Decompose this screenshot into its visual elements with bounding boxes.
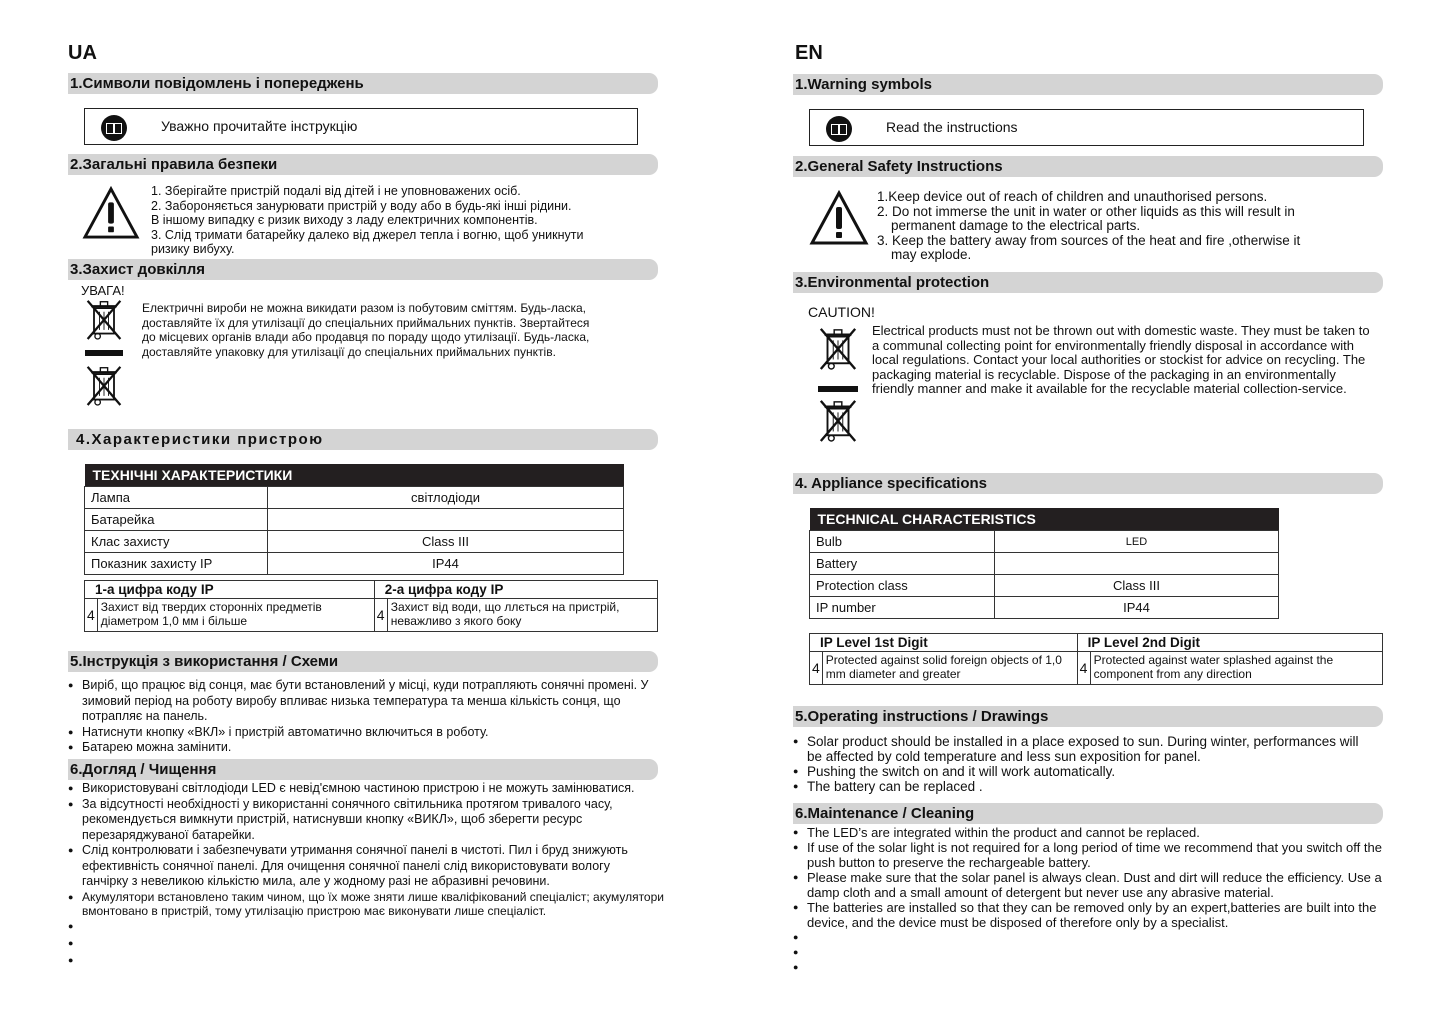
- spec-value: Class III: [995, 575, 1279, 597]
- spec-header: TECHNICAL CHARACTERISTICS: [810, 508, 1279, 531]
- read-instructions-text: Read the instructions: [886, 119, 1018, 135]
- text-line: local regulations. Contact your local authorities or stockist for advice on recycling. The: [872, 352, 1366, 367]
- ip-table: [84, 580, 658, 632]
- weee-bin-icon: [817, 324, 859, 372]
- text-line: packaging material is recyclable. Dispose of the packaging in an environmentally: [872, 366, 1336, 382]
- spec-label: IP number: [810, 597, 995, 619]
- read-instructions-box: [84, 108, 638, 145]
- spec-value: світлодіоди: [268, 487, 624, 509]
- list-item: 2. Забороняється занурювати пристрій у воду або в будь-які інші рідини.: [151, 198, 572, 213]
- list-item: ● Please make sure that the solar panel is always clean. Dust and dirt will reduce the efficiency. Use a damp cloth and a small amount of detergent but never use any abrasive material.: [793, 870, 1391, 900]
- table-row: [810, 575, 1279, 597]
- section-title: 1.Warning symbols: [793, 74, 1383, 95]
- spec-label: Лампа: [85, 487, 268, 509]
- read-instructions-box: [809, 109, 1364, 146]
- environment-text: [872, 324, 1392, 397]
- spec-label: Battery: [810, 553, 995, 575]
- table-row: [810, 597, 1279, 619]
- safety-list: [877, 190, 1337, 263]
- section-title: 4. Appliance specifications: [793, 473, 1383, 494]
- list-item: ● The LED’s are integrated within the product and cannot be replaced.: [793, 825, 1391, 840]
- list-item: [68, 919, 638, 936]
- ip-description: Protected against solid foreign objects of 1,0 mm diameter and greater: [822, 652, 1077, 685]
- list-item: ● The battery can be replaced .: [793, 779, 1368, 794]
- weee-bar: [85, 350, 123, 356]
- list-item: ● Батарею можна замінити.: [68, 740, 668, 756]
- table-row: [85, 531, 624, 553]
- table-row: [85, 487, 624, 509]
- ip-description: Захист від твердих сторонніх предметів діаметром 1,0 мм і більше: [97, 599, 374, 632]
- caution-label: CAUTION!: [808, 304, 875, 320]
- list-item: ризику вибуху.: [151, 242, 235, 256]
- spec-table: [809, 508, 1279, 619]
- section-title: 2.General Safety Instructions: [793, 156, 1383, 177]
- weee-packaging-icon: [817, 396, 859, 444]
- spec-label: Клас захисту: [85, 531, 268, 553]
- spec-value: [995, 553, 1279, 575]
- warning-icon: [809, 190, 869, 246]
- ip-digit: 4: [1077, 652, 1090, 685]
- list-item: may explode.: [891, 247, 972, 262]
- section-title: 2.Загальні правила безпеки: [68, 154, 658, 175]
- list-item: 3. Keep the battery away from sources of the heat and fire ,otherwise it: [877, 232, 1301, 248]
- table-row: [810, 553, 1279, 575]
- spec-label: Показник захисту IP: [85, 553, 268, 575]
- operating-list: [68, 678, 668, 756]
- list-item: 3. Слід тримати батарейку далеко від джерел тепла і вогню, щоб уникнути: [151, 227, 584, 242]
- spec-value: IP44: [268, 553, 624, 575]
- list-item: ● Натиснути кнопку «ВКЛ» і пристрій автоматично включиться в роботу.: [68, 725, 668, 741]
- spec-label: Bulb: [810, 531, 995, 553]
- ip-header: IP Level 2nd Digit: [1077, 634, 1382, 652]
- section-title: 6.Догляд / Чищення: [68, 759, 658, 780]
- ip-table: [809, 633, 1383, 685]
- list-item: ● The batteries are installed so that they can be removed only by an expert,batteries are built into the device, and the device must be disposed of therefore only by a specialist.: [793, 900, 1391, 930]
- list-item: ● Pushing the switch on and it will work automatically.: [793, 764, 1368, 779]
- list-item: ● За відсутності необхідності у використанні сонячного світильника протягом тривалого часу, рекомендується вимкнути пристрій, натиснувши кнопку «ВИКЛ», щоб зберегти ресурс перезаряджуваної батарейки.: [68, 797, 638, 844]
- list-item: [793, 960, 1391, 975]
- language-label: UA: [68, 42, 97, 64]
- ip-digit: 4: [374, 599, 387, 632]
- weee-packaging-icon: [84, 362, 124, 408]
- ip-header: IP Level 1st Digit: [810, 634, 1078, 652]
- list-item: [793, 930, 1391, 945]
- list-item: ● Акумулятори встановлено таким чином, що їх може зняти лише кваліфікований спеціаліст; акумулятори вмонтовано в пристрій, тому утилізацію пристрою має виконувати лише спеціаліст.: [68, 890, 692, 919]
- list-item: 1. Зберігайте пристрій подалі від дітей і не уповноважених осіб.: [151, 184, 521, 198]
- list-item: [68, 953, 638, 970]
- list-item: ● Використовувані світлодіоди LED є невід'ємною частиною пристрою і не можуть замінюватися.: [68, 781, 638, 797]
- weee-bin-icon: [84, 297, 124, 341]
- read-manual-icon: [101, 115, 127, 141]
- text-line: до місцевих органів влади або продавця по пораду щодо утилізації. Будь-ласка,: [142, 330, 590, 344]
- read-instructions-text: Уважно прочитайте інструкцію: [161, 118, 358, 134]
- spec-label: Батарейка: [85, 509, 268, 531]
- weee-bar: [818, 386, 858, 392]
- language-label: EN: [795, 42, 823, 64]
- spec-label: Protection class: [810, 575, 995, 597]
- spec-value: Class III: [268, 531, 624, 553]
- section-title: 5.Інструкція з використання / Схеми: [68, 651, 658, 672]
- section-title: 5.Operating instructions / Drawings: [793, 706, 1383, 727]
- text-line: Електричні вироби не можна викидати разом із побутовим сміттям. Будь-ласка,: [142, 301, 587, 315]
- list-item: permanent damage to the electrical parts.: [891, 218, 1141, 233]
- safety-list: [151, 184, 651, 257]
- ip-header: 1-а цифра коду IP: [85, 581, 375, 599]
- section-title: 1.Символи повідомлень і попереджень: [68, 73, 658, 94]
- ip-digit: 4: [85, 599, 98, 632]
- list-item: ● If use of the solar light is not required for a long period of time we recommend that you switch off the push button to preserve the rechargeable battery.: [793, 840, 1391, 870]
- table-row: [85, 509, 624, 531]
- spec-header: ТЕХНІЧНІ ХАРАКТЕРИСТИКИ: [85, 464, 624, 487]
- table-row: [85, 553, 624, 575]
- list-item: В іншому випадку є ризик виходу з ладу електричних компонентів.: [151, 213, 538, 227]
- read-manual-icon: [826, 116, 852, 142]
- list-item: [793, 945, 1391, 960]
- operating-list: [793, 734, 1368, 794]
- list-item: 1.Keep device out of reach of children and unauthorised persons.: [877, 189, 1268, 204]
- text-line: доставляйте їх для утилізації до спеціальних приймальних пунктів. Звертайтеся: [142, 315, 590, 330]
- ip-description: Захист від води, що ллється на пристрій, неважливо з якого боку: [387, 599, 657, 632]
- text-line: friendly manner and make it available for the recyclable material collection-service.: [872, 381, 1347, 396]
- list-item: ● Слід контролювати і забезпечувати утримання сонячної панелі в чистоті. Пил і бруд знижують ефективність сонячної панелі. Для очищення сонячної панелі слід використовувати вологу ганчірку з невеликою кількістю мила, але у жодному разі не абразивні речовини.: [68, 843, 638, 890]
- section-title: 6.Maintenance / Cleaning: [793, 803, 1383, 824]
- text-line: a communal collecting point for environmentally friendly disposal in accordance with: [872, 337, 1354, 353]
- spec-value: LED: [995, 531, 1279, 553]
- list-item: ● Виріб, що працює від сонця, має бути встановлений у місці, куди потрапляють сонячні промені. У зимовий період на роботу виробу впливає низька температура та менша кількість сонця, що потрапляє на панель.: [68, 678, 668, 725]
- caution-label: УВАГА!: [81, 283, 125, 298]
- text-line: доставляйте упаковку для утилізації до спеціальних приймальних пунктів.: [142, 344, 556, 359]
- text-line: Electrical products must not be thrown out with domestic waste. They must be taken to: [872, 323, 1370, 338]
- ip-header: 2-а цифра коду IP: [374, 581, 657, 599]
- section-title: 4.Характеристики пристрою: [68, 429, 658, 450]
- warning-icon: [82, 186, 140, 240]
- table-row: [810, 531, 1279, 553]
- maintenance-list: [68, 781, 664, 970]
- list-item: [68, 936, 638, 953]
- spec-value: [268, 509, 624, 531]
- section-title: 3.Захист довкілля: [68, 259, 658, 280]
- maintenance-list: [793, 825, 1391, 975]
- list-item: 2. Do not immerse the unit in water or other liquids as this will result in: [877, 203, 1295, 219]
- ip-description: Protected against water splashed against the component from any direction: [1090, 652, 1382, 685]
- spec-table: [84, 464, 624, 575]
- section-title: 3.Environmental protection: [793, 272, 1383, 293]
- spec-value: IP44: [995, 597, 1279, 619]
- environment-text: [142, 301, 662, 359]
- list-item: ● Solar product should be installed in a place exposed to sun. During winter, performances will be affected by cold temperature and less sun exposition for panel.: [793, 734, 1368, 764]
- ip-digit: 4: [810, 652, 823, 685]
